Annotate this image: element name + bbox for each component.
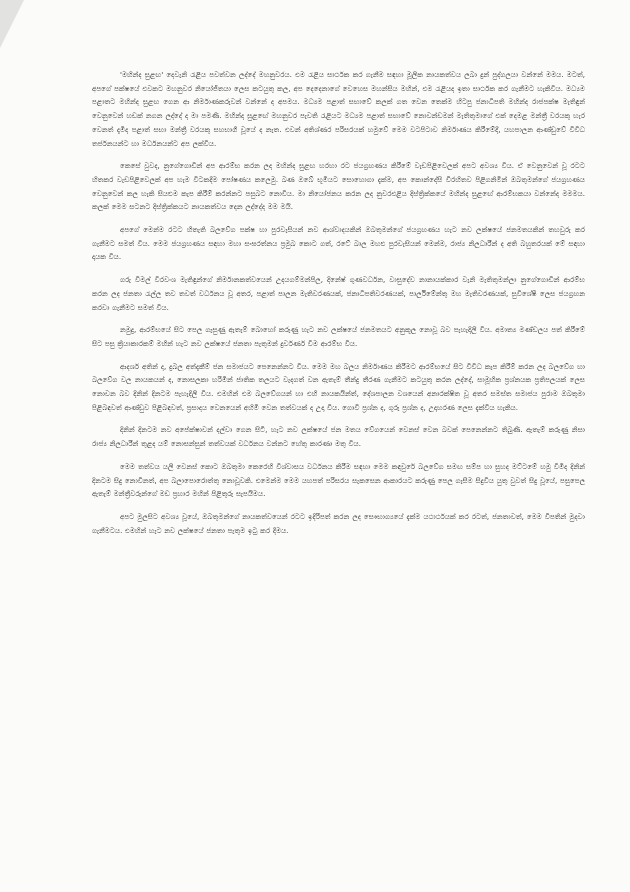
paragraph-7: දිනින් දිනටම නව අපේක්ෂාවන් දල්වා ගෙන සිටි, හැට නව ලක්ෂයේ ජන මතය වේගයෙන් වෙනස් වෙන බවක් පෙනෙන්නට තිබුණි. ඇතැම් කරුණු නිසා රාජ්‍ය නිලධාරීන් තුළද යම් නොසන්සුන් තත්වයක් වර්ධනය වන්නට හේතු කාරණා මතු විය. [92,425,585,449]
paragraph-8: මෙම තත්වය යලි වෙනස් කොට ඔබතුමා කෙරෙහි විශ්වාසය වර්ධනය කිරීම සඳහා මෙම කඳවුරේ බලවේග සමඟ සම්ප හා සුහද මට්ටමේ හමු වීමිද දිනින් දිනටම සිදු නොවිනත්, අප බලාපොරොත්තු නොවූවකි. එමෙන්ම මෙම යහපත් පරිසරය සැකසෙන ආකාරයට කරුණු පෙල ගැසීම සිදුවිය යුතු වුවත් සිදු වූයේ, පසුපෙල ඇතැම් මන්ත්‍රීවරුන්ගේ මඩ ප්‍රහාර මහින් පිළිතුරු සැපයීමය. [92,461,585,499]
paragraph-3: අපගේ මෙන්ම රටට හිතැති බලවේග පක්ෂ හා පුරවැසියන් නව ආශ්වාදයකින් ඔබතුමන්ගේ ජයග්‍රහණය හැට නව ලක්ෂයේ ජනමතයකින් තහවුරු කර ගැනීමට සමත් විය. මෙම ජයග්‍රහණය සඳහා මහා සංඝරත්නය ප්‍රමුඛ කොට ගත්, රටේ බාල මහළු පුරවැසියන් මෙන්ම, රාජ්‍ය නිලධාරීන් ද අති බහුතරයක් මේ සඳහා දායක විය. [92,225,585,262]
letter-body [92,68,585,838]
folded-page-corner [0,0,24,48]
paragraph-2: කෙසේ වුවද, නුගේගොඩින් අප ආරම්භ කරන ලද මහින්ද සුළඟ හරහා රට ජයග්‍රහණය කිරීමේ වැඩපිළිවෙලක් අපට අවශ්‍ය විය. ඒ වෙනුවෙන් වූ රටට හිතකර වැඩපිළිවෙලක් අප හැම විටකදීම පෝෂණය කලෙමු. බණ ඔබේ භූමියට සොහොගා දැක්ම, අප කොන්දේසි විරහිතව පිළිගනිමින් ඔබතුමන්ගේ ජයග්‍රහණය වෙනුවෙන් කල හැකි සියළුම කැප කිරීම් කරන්නට පසුබට නොවිය. මා නියෝජනය කරන ලද නුවරඑළිය දිස්ත්‍රික්කයේ මහින්ද සුළඟේ ආරම්භකයා වන්නේද මමමය. කලක් මෙම සටනට දිස්ත්‍රික්කයට නායකත්වය දෙන ලද්දේද මම මයි. [92,161,585,212]
paragraph-6: ආදර්ශ අතින් ද, දුබල අත්දැකීම් ජන සමාජයට පෙනෙන්නට විය. මෙම මහ බලය නිර්මාණය කිරීමට ආරම්භයේ සිට විවිධ කැප කිරීම් කරන ලද බලවේග හා බලවේග වල නායකයන් ද, නොසලකා හරිමින් ජාතික තලයට වැදගත් වන ඇතැම් තීන්දු තීරණ ගැනීමට කටයුතු කරන ලද්දේ, සාමූහික ප්‍රශ්නයක ප්‍රතිපලයක් ලෙස නොවන බව දිනින් දිනටම පැහැදිලි විය. එමහින් එම බලවේගයන් හා එහි නායකයින්ත්, දේශපාලන වශයෙන් අනාරක්ෂිත වූ අතර සමස්ත සමාජය පුරාම ඔබතුමා පිළිබඳවත් ආණ්ඩුව පිළිබඳවත්, ප්‍රසාදය වෙනයෙන් අහිමි වෙන තත්වයක් ද උදා විය. ගොවි ප්‍රශ්න ද, ගුරු ප්‍රශ්න ද, උදාහරණ ලෙස දැක්විය හැකිය. [92,361,585,412]
paragraph-1: 'මහින්ද සුළඟ' දෙවැනි රැළිය පවත්වන ලද්දේ මහනුවරය. එම රැළිය සාර්ථක කර ගැනීම සඳහා මූලික නායකත්වය ලබා දුන් පුද්ගලයා වන්නේ මමය. මටත්, අපගේ පක්ෂයේ එවකට මහනුවර නියෝජිතයා ලෙස කටයුතු කල, අප දෙදෙනාගේ වෙහෙස මහන්සිය මහින්, එම රැළියද ඉතා සාර්ථක කර ගැනීමට හැකිවිය. මධ්‍යම පළාතට මහින්ද සුළඟ ගෙන ආ නිර්මාණකරුවන් වන්නේ ද අපමය. මධ්‍යම පළාත් සභාවේ කලක් ගත වෙන තෙක්ම හිටපු ජනාධිපති මහින්ද රාජපක්ෂ මැතිඳුන් වෙනුවෙන් හඩක් නගන ලද්දේ ද මා පමණි. මහින්ද සුළඟේ මහනුවර පැවති රැළියට මධ්‍යම පළාත් සභාවේ නොවන්ඩමන් මැතිතුමාගේ එක් දෙමළ මන්ත්‍රී වරයකු හැර වෙනත් දැමිද පළාත් සභා මන්ත්‍රී වරයකු සහභාගී වූයේ ද නැත. එවන් අතිශ්ණර පරිසරයක් හමුවේ මෙම වටපිටාව නිර්මාණය කිරීමේදී, යහපාලන ආණ්ඩුවේ විවිධ තර්ජනයන්ට හා මර්ධනයන්ට අප ලක්විය. [92,70,585,148]
paragraph-5: නමුදු, ආරම්භයේ සිට පෙල ගැසුණු ඇතැම් බොහෝ කරුණු හැට නව ලක්ෂයේ ජනමතයට අනුකූල නොවූ බව පැහැදිලි විය. අමාත්‍ය මණ්ඩලය පත් කිරීමේ සිට පසු ක්‍රියාකාරකම් මහින් හැට නව ලක්ෂයේ ජනතා පැතුමන් දුර්වර්ණ වීම ආරම්භ විය. [92,325,585,348]
paragraph-9: අපට මුලසිට අවශ්‍ය වූයේ, ඔබතුමන්ගේ නායකත්වයෙන් රටට ඉදිරිපත් කරන ලද සෞභාග්‍යයේ දැක්ම යථාර්ථයක් කර රටත්, ජනතාවත්, මෙම විපතින් මුදවා ගැනීමටය. එමහින් හැට නව ලක්ෂයේ ජනතා පැතුම ඉටු කර දීමය. [92,511,585,535]
paragraph-4: ගරු විමල් වීරවංශ මැතිඳුන්ගේ නිර්මානකත්වයෙන් උදයගම්මන්පිල, දිනේෂ් ගුණවර්ධන, වාසුදේව නානායක්කාර වැනි මැතිතුමන්ලා නුගේගොඩින් ආරම්භ කරන ලද ජනතා රැල්ල තව තවත් වර්ධනය වූ අතර, පළාත් පාලන මැතිවරණයක්, ජනාධිපතිවරණයක්, පාර්ලිමේන්තු මහ මැතිවරණයක්, සුවිශේෂී ලෙස ජයග්‍රහන කරවා ගැනීමට සමත් විය. [92,275,585,312]
